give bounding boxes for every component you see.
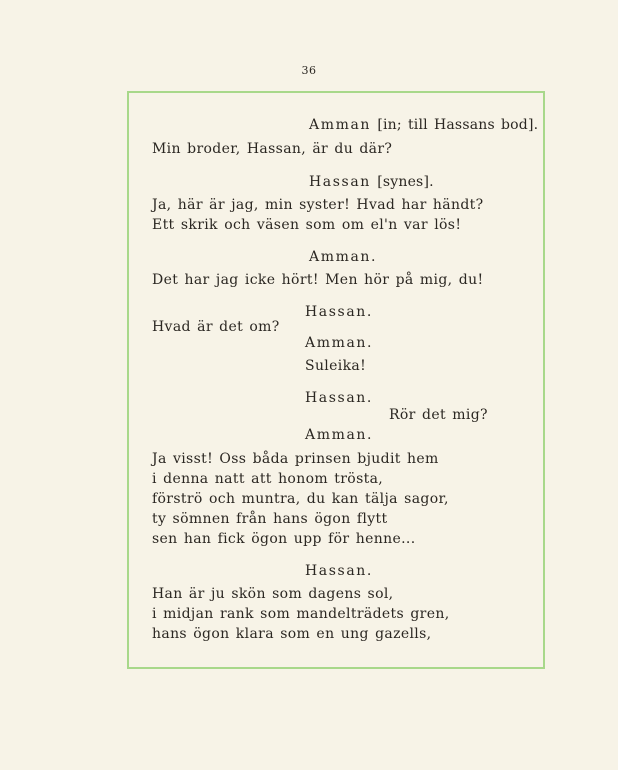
verse-line: sen han fick ögon upp för henne... [152, 531, 416, 547]
verse-line: Ja visst! Oss båda prinsen bjudit hem [152, 451, 439, 467]
verse-line: Hvad är det om? [152, 319, 280, 335]
verse-line: ty sömnen från hans ögon flytt [152, 511, 388, 527]
speaker-hassan: Hassan. [305, 563, 373, 579]
speaker-amman: Amman. [305, 335, 374, 351]
stage-line-amman-enters [309, 117, 538, 133]
verse-line: Ja, här är jag, min syster! Hvad har händt? [152, 197, 484, 213]
verse-line: Ett skrik och väsen som om el'n var lös! [152, 217, 462, 233]
verse-line: Suleika! [305, 358, 367, 374]
speaker-hassan: Hassan. [305, 390, 373, 406]
stage-direction: [in; till Hassans bod]. [377, 117, 539, 133]
page-number: 36 [301, 64, 317, 77]
stage-direction: [synes]. [377, 174, 434, 190]
speaker-amman: Amman. [305, 427, 374, 443]
speaker-hassan: Hassan [309, 174, 371, 190]
verse-line: Han är ju skön som dagens sol, [152, 586, 394, 602]
verse-line: hans ögon klara som en ung gazells, [152, 626, 432, 642]
verse-line: förströ och muntra, du kan tälja sagor, [152, 491, 449, 507]
verse-line: Rör det mig? [389, 407, 488, 423]
verse-line: Min broder, Hassan, är du där? [152, 141, 393, 157]
verse-line: i denna natt att honom trösta, [152, 471, 384, 487]
speaker-hassan: Hassan. [305, 304, 373, 320]
stage-line-hassan-appears [309, 174, 434, 190]
speaker-amman: Amman [309, 117, 372, 133]
verse-line: i midjan rank som mandelträdets gren, [152, 606, 450, 622]
verse-line: Det har jag icke hört! Men hör på mig, du! [152, 272, 484, 288]
speaker-amman: Amman. [309, 249, 378, 265]
